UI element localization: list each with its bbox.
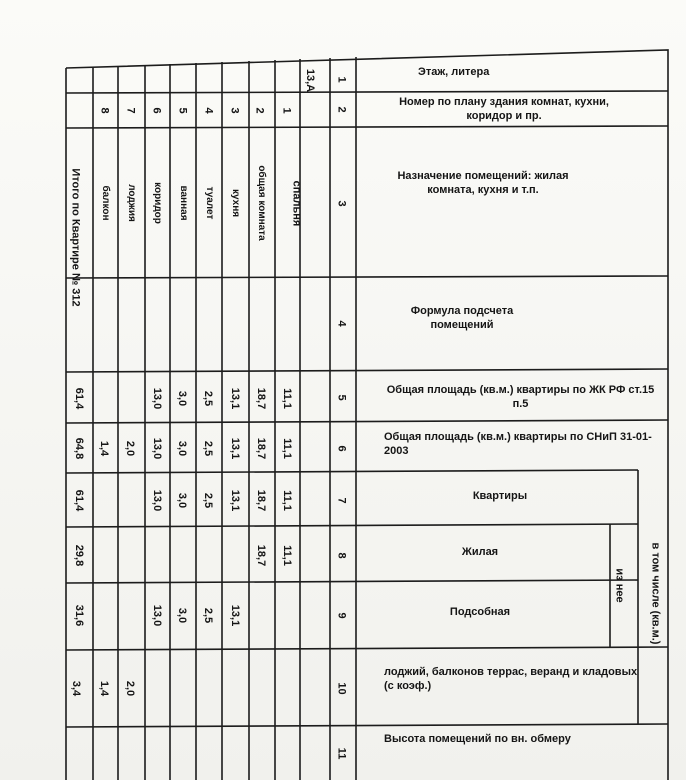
area-zhk-total: 61,4 — [73, 387, 86, 410]
area-snip: 18,7 — [255, 437, 268, 460]
room-number: 7 — [124, 107, 137, 114]
header-area-zhk: Общая площадь (кв.м.) квартиры по ЖК РФ ст.15 п.5 — [386, 384, 655, 410]
room-number: 5 — [176, 107, 189, 114]
area-apartment-total: 61,4 — [73, 489, 86, 512]
area-loggia: 1,4 — [98, 680, 111, 697]
col-number: 5 — [335, 394, 348, 401]
area-living-total: 29,8 — [73, 544, 86, 567]
area-utility: 13,1 — [229, 604, 242, 627]
area-apartment: 13,0 — [151, 489, 164, 512]
header-floor: Этаж, литера — [418, 66, 490, 78]
col-number: 10 — [335, 682, 348, 695]
header-apartment: Квартиры — [472, 490, 528, 502]
room-name: спальня — [290, 180, 303, 227]
header-area-snip: Общая площадь (кв.м.) квартиры по СНиП 31-01-2003 — [384, 431, 652, 457]
room-number: 8 — [98, 107, 111, 114]
area-apartment: 3,0 — [176, 492, 189, 509]
area-snip: 1,4 — [98, 440, 111, 457]
area-snip: 13,1 — [229, 437, 242, 460]
area-zhk: 2,5 — [202, 390, 215, 407]
area-snip: 2,5 — [202, 440, 215, 457]
area-zhk: 3,0 — [176, 390, 189, 407]
area-utility-total: 31,6 — [73, 604, 86, 627]
area-zhk: 11,1 — [280, 388, 293, 409]
area-utility: 2,5 — [202, 607, 215, 624]
area-apartment: 2,5 — [202, 492, 215, 509]
col-number: 9 — [335, 612, 348, 619]
room-name: туалет — [204, 186, 215, 220]
room-name: коридор — [152, 182, 163, 224]
total-label: Итого по Квартире № 312 — [69, 168, 82, 307]
area-zhk: 18,7 — [255, 387, 268, 410]
floor-value: 13,А — [304, 68, 317, 93]
room-number: 4 — [202, 107, 215, 114]
header-height: Высота помещений по вн. обмеру — [384, 733, 571, 745]
area-zhk: 13,1 — [229, 387, 242, 410]
area-utility: 13,0 — [151, 604, 164, 627]
header-utility: Подсобная — [449, 606, 511, 618]
area-snip-total: 64,8 — [73, 437, 86, 460]
area-snip: 11,1 — [280, 438, 293, 459]
area-apartment: 18,7 — [255, 489, 268, 512]
area-apartment: 13,1 — [229, 489, 242, 512]
area-zhk: 13,0 — [151, 387, 164, 410]
area-loggia: 2,0 — [124, 680, 137, 697]
header-group-vtom: в том числе (кв.м.) — [649, 542, 662, 645]
col-number: 11 — [335, 747, 348, 760]
header-loggia: лоджий, балконов террас, веранд и кладовых (с коэф.) — [384, 666, 638, 692]
area-apartment: 11,1 — [280, 490, 293, 511]
area-utility: 3,0 — [176, 607, 189, 624]
col-number: 8 — [335, 552, 348, 559]
header-formula: Формула подсчета помещений — [410, 305, 514, 331]
col-number: 3 — [335, 200, 348, 207]
room-number: 3 — [228, 107, 241, 114]
area-snip: 2,0 — [124, 440, 137, 457]
room-name: кухня — [230, 188, 241, 218]
header-living: Жилая — [461, 546, 499, 558]
area-loggia-total: 3,4 — [70, 680, 83, 697]
col-number: 2 — [335, 106, 348, 113]
room-number: 1 — [280, 107, 293, 114]
area-living: 18,7 — [255, 544, 268, 567]
col-number: 6 — [335, 445, 348, 452]
area-snip: 3,0 — [176, 440, 189, 457]
header-purpose: Назначение помещений: жилая комната, кухня и т.п. — [397, 170, 569, 196]
header-group-izneo: из нее — [613, 568, 626, 603]
col-number: 4 — [335, 320, 348, 327]
room-number: 2 — [253, 107, 266, 114]
room-name: балкон — [100, 185, 111, 221]
col-number: 1 — [335, 76, 348, 83]
room-name: лоджия — [126, 184, 137, 222]
room-number: 6 — [150, 107, 163, 114]
room-name: ванная — [178, 185, 189, 221]
area-living: 11,1 — [280, 545, 293, 566]
col-number: 7 — [335, 497, 348, 504]
header-room-number: Номер по плану здания комнат, кухни, коридор и пр. — [399, 96, 609, 122]
area-snip: 13,0 — [151, 437, 164, 460]
room-name: общая комната — [256, 165, 267, 241]
